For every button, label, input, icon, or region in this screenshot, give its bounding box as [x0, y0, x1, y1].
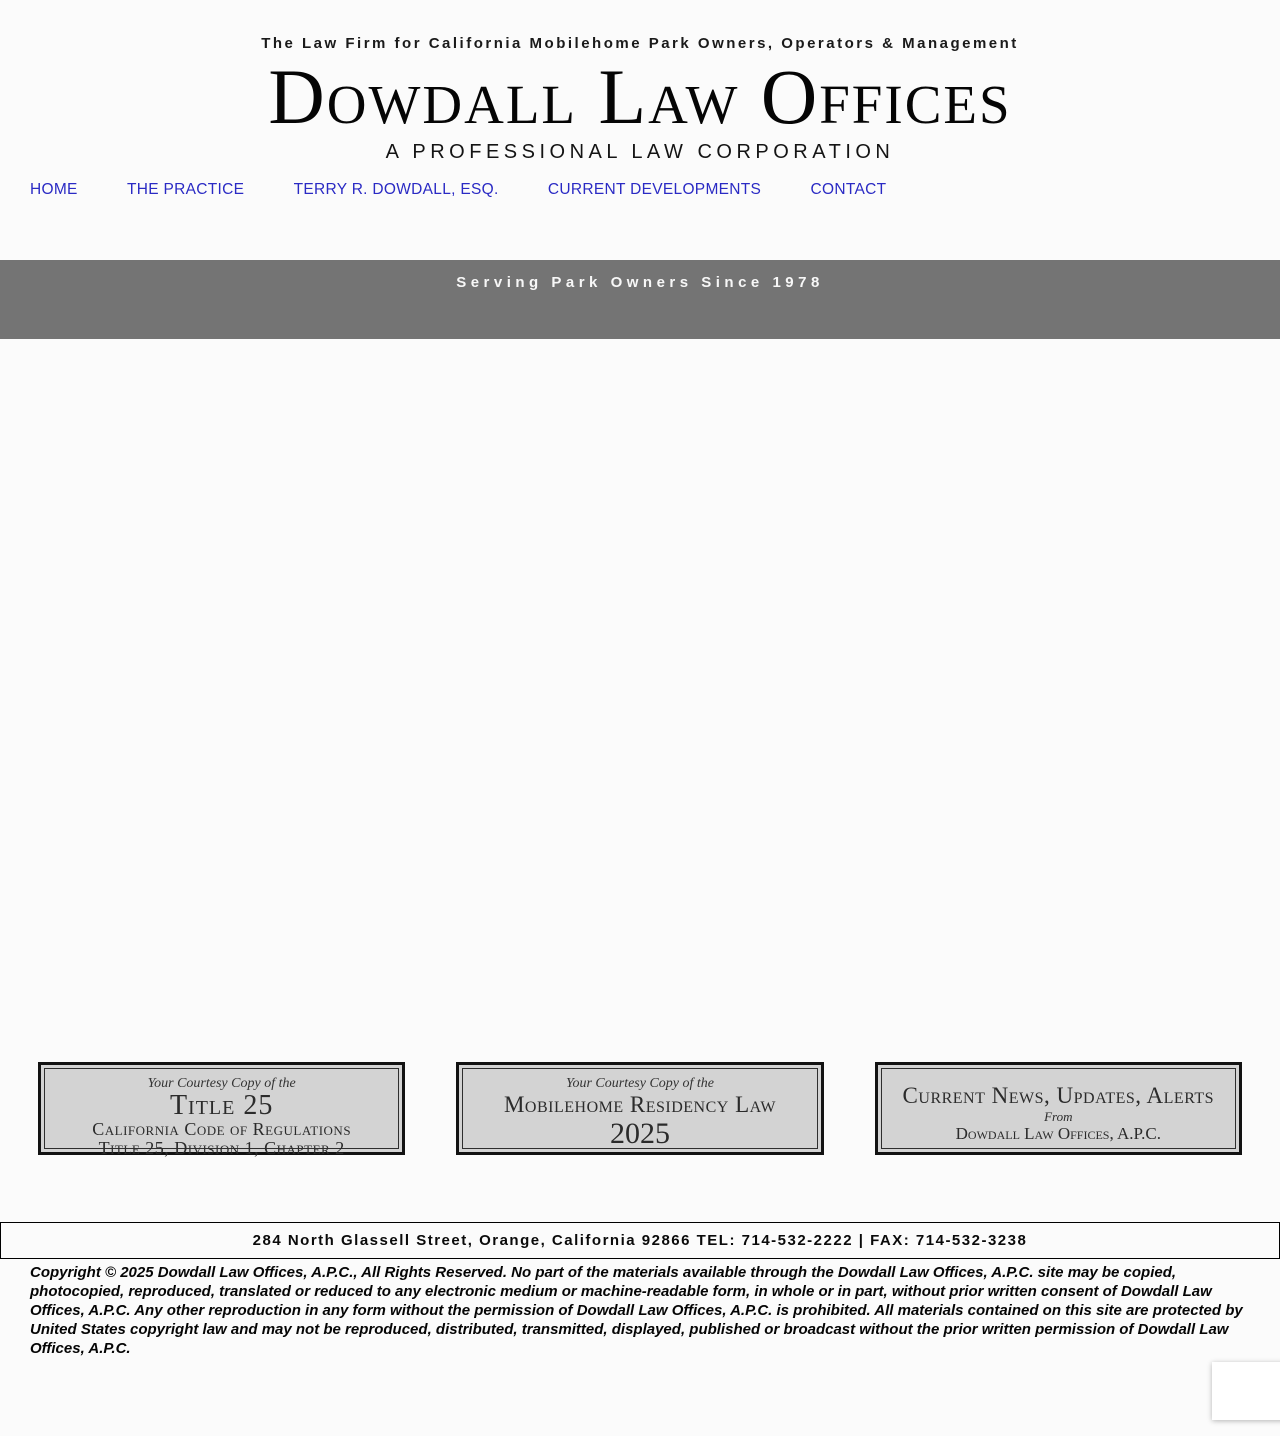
nav-item-home[interactable]: HOME [30, 181, 78, 198]
site-tagline: The Law Firm for California Mobilehome Park Owners, Operators & Management [261, 35, 1019, 52]
site-title: Dowdall Law Offices [268, 53, 1012, 140]
main-nav [30, 180, 1280, 200]
news-from-label: From [1044, 1109, 1073, 1124]
mrl-plaque[interactable] [456, 1062, 823, 1155]
mrl-plaque-inner [462, 1068, 817, 1149]
title-25-title: Title 25 [169, 1090, 274, 1121]
title-25-line3: Title 25, Division 1, Chapter 2 [98, 1138, 345, 1158]
mrl-year: 2025 [609, 1117, 670, 1150]
news-line2: Dowdall Law Offices, A.P.C. [955, 1124, 1161, 1143]
footer-gap [0, 1155, 1280, 1222]
hero-banner [0, 260, 1280, 339]
corner-widget[interactable] [1212, 1362, 1280, 1420]
copyright-text: Copyright © 2025 Dowdall Law Offices, A.P.C., All Rights Reserved. No part of the materials available through the Dowdall Law Offices, A.P.C. site may be copied, photocopied, reproduced, translated or reduced to any electronic medium or machine-readable form, in whole or in part, without prior written consent of Dowdall Law Offices, A.P.C. Any other reproduction in any form without the permission of Dowdall Law Offices, A.P.C. is prohibited. All materials contained on this site are protected by United States copyright law and may not be reproduced, distributed, transmitted, displayed, published or broadcast without the prior written permission of Dowdall Law Offices, A.P.C. [30, 1264, 1243, 1357]
nav-item-current-developments[interactable]: CURRENT DEVELOPMENTS [547, 181, 762, 198]
mrl-title: Mobilehome Residency Law [503, 1092, 777, 1117]
title-25-plaque-inner [44, 1068, 399, 1158]
nav-item-terry-r-dowdall[interactable]: TERRY R. DOWDALL, ESQ. [293, 181, 499, 198]
title-25-plaque[interactable] [38, 1062, 405, 1158]
nav-item-the-practice[interactable]: THE PRACTICE [127, 181, 245, 198]
content-area [0, 339, 1280, 1062]
news-plaque-inner [881, 1068, 1236, 1149]
title-25-line2: California Code of Regulations [92, 1119, 352, 1139]
news-title: Current News, Updates, Alerts [902, 1083, 1215, 1108]
news-plaque[interactable] [875, 1062, 1242, 1155]
site-header [0, 0, 1280, 200]
plaque-row [0, 1062, 1280, 1158]
site-subtitle: A PROFESSIONAL LAW CORPORATION [385, 141, 895, 163]
hero-banner-text: Serving Park Owners Since 1978 [456, 274, 824, 291]
mrl-eyebrow: Your Courtesy Copy of the [565, 1076, 715, 1091]
address-bar [0, 1222, 1280, 1259]
nav-item-contact[interactable]: CONTACT [810, 181, 887, 198]
address-text: 284 North Glassell Street, Orange, California 92866 TEL: 714-532-2222 | FAX: 714-532-3238 [252, 1232, 1028, 1249]
title-25-eyebrow: Your Courtesy Copy of the [147, 1076, 296, 1091]
